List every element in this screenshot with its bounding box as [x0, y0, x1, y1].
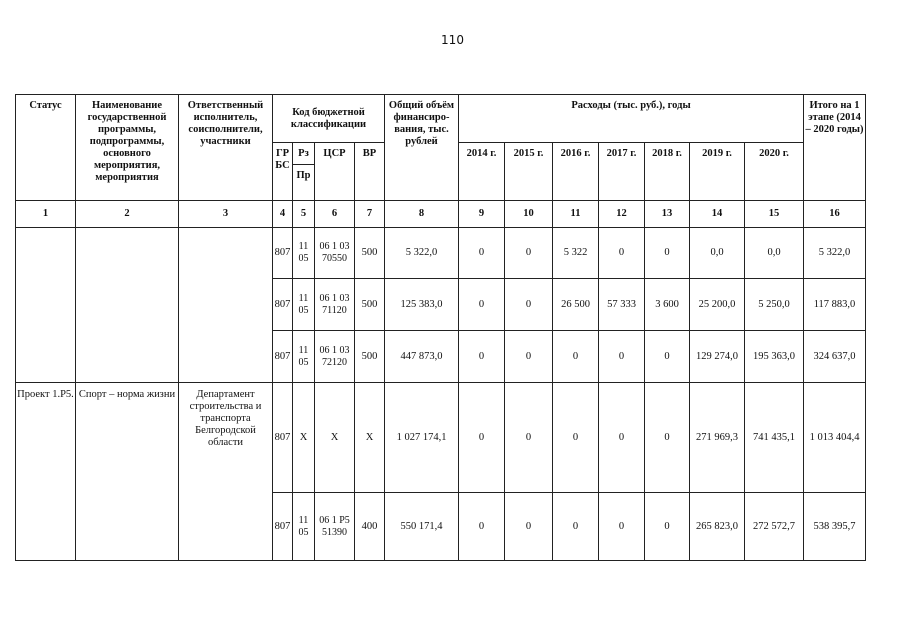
header-vr: ВР	[355, 143, 385, 201]
csr-cell: 06 1 03 71120	[315, 279, 355, 331]
year-cell: 0	[459, 331, 505, 383]
header-year: 2020 г.	[745, 143, 804, 201]
rzpr-cell: 11 05	[293, 331, 315, 383]
header-year: 2014 г.	[459, 143, 505, 201]
grbs-cell: 807	[273, 279, 293, 331]
status-cell	[16, 228, 76, 383]
csr-cell: 06 1 03 70550	[315, 228, 355, 279]
header-year: 2018 г.	[645, 143, 690, 201]
vr-cell: 400	[355, 493, 385, 561]
header-year: 2017 г.	[599, 143, 645, 201]
year-cell: 0	[553, 493, 599, 561]
csr-cell: X	[315, 383, 355, 493]
stage-total-cell: 5 322,0	[804, 228, 866, 279]
year-cell: 0	[599, 493, 645, 561]
total-cell: 447 873,0	[385, 331, 459, 383]
header-rz: Рз	[293, 143, 315, 165]
vr-cell: 500	[355, 331, 385, 383]
column-number: 15	[745, 201, 804, 228]
stage-total-cell: 1 013 404,4	[804, 383, 866, 493]
year-cell: 0	[599, 228, 645, 279]
year-cell: 0	[553, 331, 599, 383]
column-number: 1	[16, 201, 76, 228]
column-number: 14	[690, 201, 745, 228]
column-number: 10	[505, 201, 553, 228]
csr-cell: 06 1 Р5 51390	[315, 493, 355, 561]
header-year: 2016 г.	[553, 143, 599, 201]
header-total: Общий объём финансиро-вания, тыс. рублей	[385, 95, 459, 201]
vr-cell: 500	[355, 279, 385, 331]
column-number: 9	[459, 201, 505, 228]
year-cell: 0	[645, 383, 690, 493]
year-cell: 0	[505, 331, 553, 383]
column-number: 12	[599, 201, 645, 228]
table-row	[16, 228, 866, 279]
status-cell: Проект 1.Р5.	[16, 383, 76, 561]
stage-total-cell: 538 395,7	[804, 493, 866, 561]
column-number: 4	[273, 201, 293, 228]
year-cell: 0	[505, 383, 553, 493]
year-cell: 5 250,0	[745, 279, 804, 331]
grbs-cell: 807	[273, 228, 293, 279]
year-cell: 0	[645, 331, 690, 383]
name-cell	[76, 228, 179, 383]
header-name: Наименование государственной программы, подпрограммы, основного мероприятия, мероприятия	[76, 95, 179, 201]
grbs-cell: 807	[273, 493, 293, 561]
header-status: Статус	[16, 95, 76, 201]
rzpr-cell: 11 05	[293, 493, 315, 561]
header-pr: Пр	[293, 165, 315, 201]
year-cell: 741 435,1	[745, 383, 804, 493]
header-csr: ЦСР	[315, 143, 355, 201]
year-cell: 0	[599, 331, 645, 383]
header-budget-code: Код бюджетной классификации	[273, 95, 385, 143]
stage-total-cell: 117 883,0	[804, 279, 866, 331]
rzpr-cell: 11 05	[293, 228, 315, 279]
total-cell: 1 027 174,1	[385, 383, 459, 493]
column-number: 8	[385, 201, 459, 228]
rzpr-cell: 11 05	[293, 279, 315, 331]
year-cell: 26 500	[553, 279, 599, 331]
grbs-cell: 807	[273, 383, 293, 493]
year-cell: 0,0	[690, 228, 745, 279]
year-cell: 265 823,0	[690, 493, 745, 561]
rzpr-cell: X	[293, 383, 315, 493]
year-cell: 0	[599, 383, 645, 493]
column-number-row	[16, 201, 866, 228]
year-cell: 25 200,0	[690, 279, 745, 331]
total-cell: 125 383,0	[385, 279, 459, 331]
year-cell: 0	[505, 228, 553, 279]
column-number: 6	[315, 201, 355, 228]
year-cell: 3 600	[645, 279, 690, 331]
column-number: 5	[293, 201, 315, 228]
column-number: 3	[179, 201, 273, 228]
budget-table	[15, 94, 866, 561]
vr-cell: X	[355, 383, 385, 493]
csr-cell: 06 1 03 72120	[315, 331, 355, 383]
header-expenses: Расходы (тыс. руб.), годы	[459, 95, 804, 143]
total-cell: 550 171,4	[385, 493, 459, 561]
header-stage-total: Итого на 1 этапе (2014 – 2020 годы)	[804, 95, 866, 201]
year-cell: 0	[459, 493, 505, 561]
header-year: 2015 г.	[505, 143, 553, 201]
header-executor: Ответственный исполнитель, соисполнители, участники	[179, 95, 273, 201]
year-cell: 0	[459, 279, 505, 331]
executor-cell	[179, 228, 273, 383]
year-cell: 57 333	[599, 279, 645, 331]
year-cell: 0	[553, 383, 599, 493]
column-number: 11	[553, 201, 599, 228]
year-cell: 5 322	[553, 228, 599, 279]
grbs-cell: 807	[273, 331, 293, 383]
column-number: 13	[645, 201, 690, 228]
year-cell: 0	[505, 279, 553, 331]
header-year: 2019 г.	[690, 143, 745, 201]
executor-cell: Департамент строительства и транспорта Белгородской области	[179, 383, 273, 561]
column-number: 16	[804, 201, 866, 228]
table-row	[16, 383, 866, 493]
page-number: 110	[441, 33, 464, 47]
year-cell: 0,0	[745, 228, 804, 279]
stage-total-cell: 324 637,0	[804, 331, 866, 383]
column-number: 7	[355, 201, 385, 228]
year-cell: 0	[459, 228, 505, 279]
year-cell: 195 363,0	[745, 331, 804, 383]
year-cell: 0	[459, 383, 505, 493]
year-cell: 0	[645, 493, 690, 561]
year-cell: 271 969,3	[690, 383, 745, 493]
year-cell: 0	[505, 493, 553, 561]
total-cell: 5 322,0	[385, 228, 459, 279]
header-grbs: ГР БС	[273, 143, 293, 201]
year-cell: 272 572,7	[745, 493, 804, 561]
column-number: 2	[76, 201, 179, 228]
year-cell: 129 274,0	[690, 331, 745, 383]
vr-cell: 500	[355, 228, 385, 279]
year-cell: 0	[645, 228, 690, 279]
name-cell: Спорт – норма жизни	[76, 383, 179, 561]
